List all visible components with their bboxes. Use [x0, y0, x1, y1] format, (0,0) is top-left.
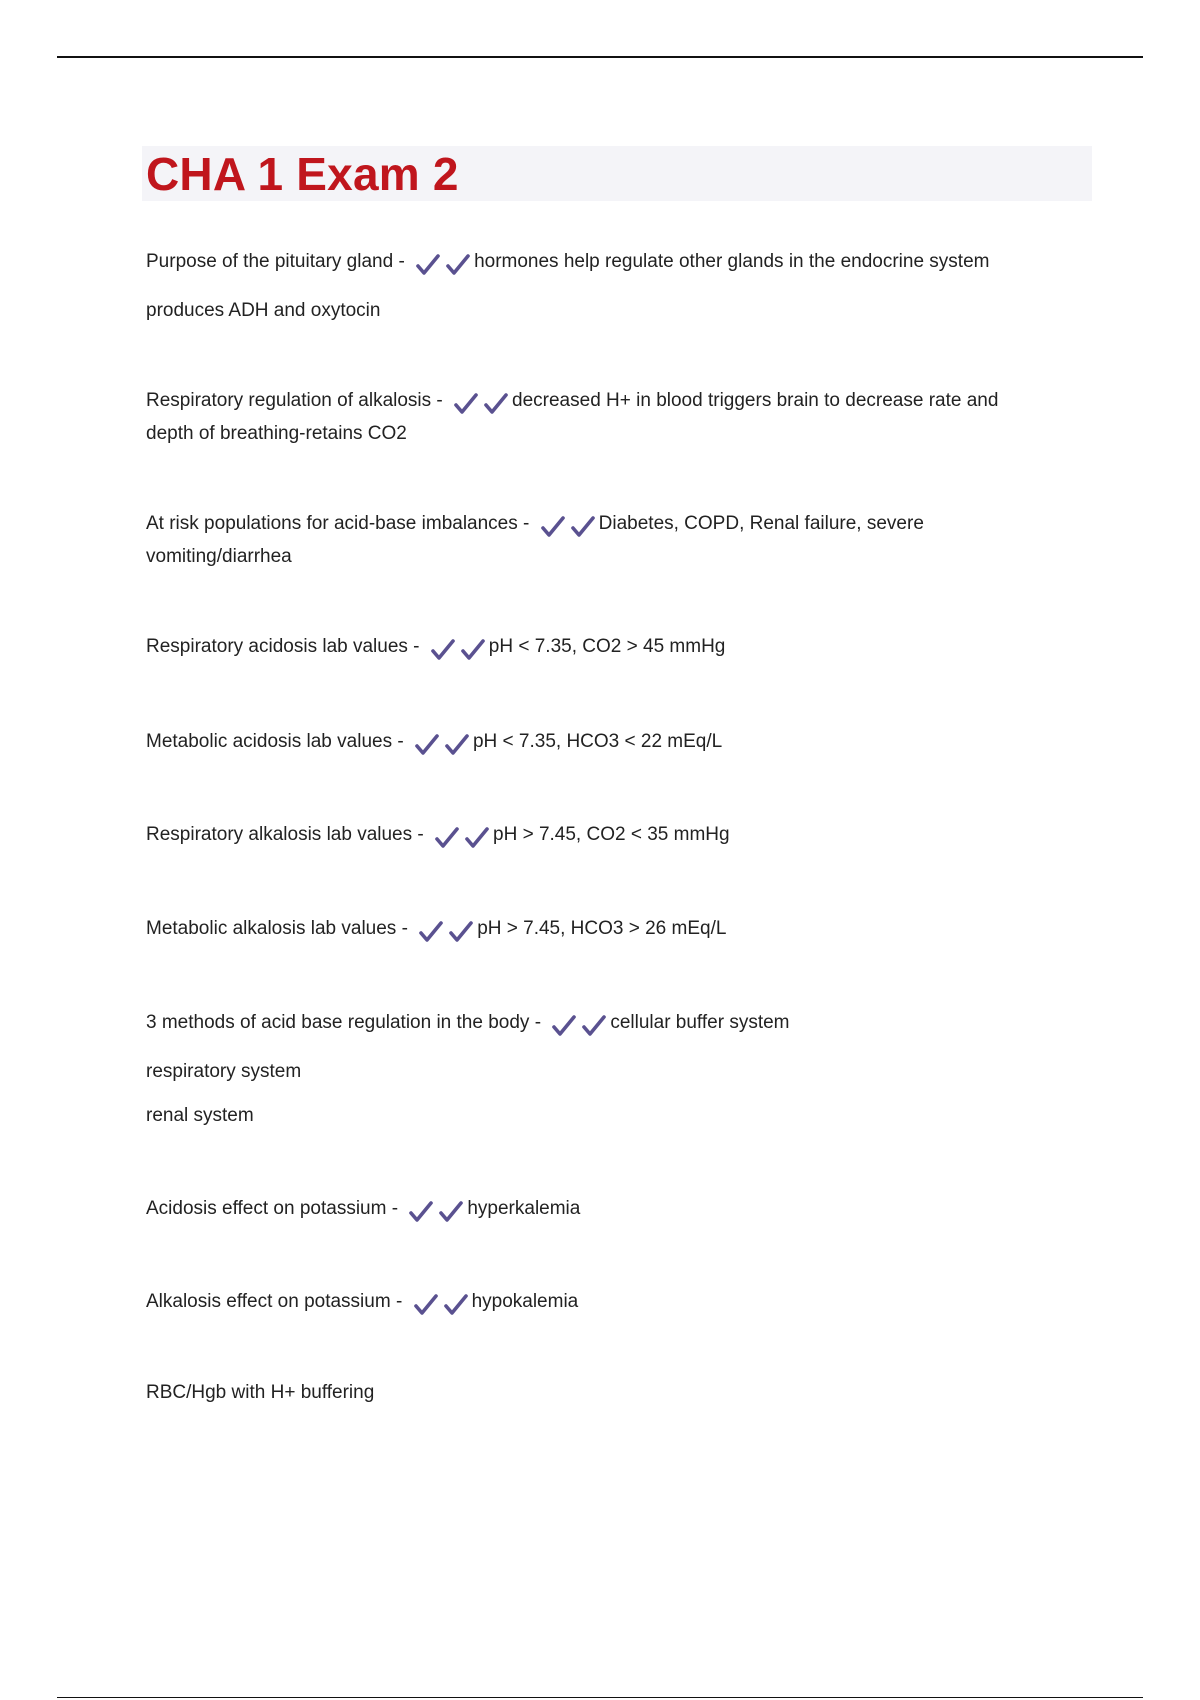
term-separator: -	[529, 1012, 547, 1033]
double-check-icon	[435, 823, 491, 853]
term-separator: -	[407, 636, 425, 657]
term-separator: -	[396, 918, 414, 939]
flashcard-answer: pH > 7.45, CO2 < 35 mmHg	[493, 824, 730, 845]
flashcard	[146, 247, 1076, 326]
flashcard-answer: hyperkalemia	[467, 1198, 581, 1219]
flashcard-question-line	[146, 1008, 1076, 1041]
flashcard-answer: pH < 7.35, CO2 > 45 mmHg	[488, 636, 726, 657]
flashcard-answer-extra: renal system	[146, 1105, 254, 1126]
flashcard-question-line	[146, 1287, 1076, 1320]
double-check-icon	[541, 512, 597, 542]
flashcard-question-line	[146, 509, 1076, 542]
flashcard-question-line	[146, 914, 1076, 947]
flashcard-term: 3 methods of acid base regulation in the body	[146, 1012, 530, 1033]
double-check-icon	[409, 1197, 465, 1227]
flashcard-answer: Diabetes, COPD, Renal failure, severe	[598, 513, 924, 534]
flashcard	[146, 1378, 1076, 1408]
double-check-icon	[454, 389, 510, 419]
flashcard-answer: hormones help regulate other glands in the endocrine system	[474, 251, 990, 272]
flashcard	[146, 509, 1076, 572]
term-separator: -	[390, 1291, 408, 1312]
flashcard-question-line	[146, 632, 1076, 665]
flashcard-question-line	[146, 1194, 1076, 1227]
term-separator: -	[412, 824, 430, 845]
flashcard-term: Respiratory alkalosis lab values	[146, 824, 413, 845]
flashcard-term: At risk populations for acid-base imbalances	[146, 513, 518, 534]
flashcard	[146, 914, 1076, 947]
flashcard-term: Alkalosis effect on potassium	[146, 1291, 391, 1312]
double-check-icon	[414, 1290, 470, 1320]
flashcard	[146, 727, 1076, 760]
footer-rule	[57, 1697, 1143, 1698]
flashcard-answer-extra: respiratory system	[146, 1061, 302, 1082]
flashcard-term: Respiratory acidosis lab values	[146, 636, 408, 657]
flashcard-term: Purpose of the pituitary gland	[146, 251, 394, 272]
flashcard-term: Metabolic acidosis lab values	[146, 731, 393, 752]
flashcard	[146, 1008, 1076, 1131]
flashcard-term: Metabolic alkalosis lab values	[146, 918, 397, 939]
flashcard-question-line	[146, 386, 1076, 419]
flashcard-question-line	[146, 1378, 1076, 1408]
double-check-icon	[431, 635, 487, 665]
term-separator: -	[431, 390, 449, 411]
term-separator: -	[386, 1198, 404, 1219]
flashcard-question-line	[146, 727, 1076, 760]
flashcard-answer-continuation: depth of breathing-retains CO2	[146, 423, 407, 444]
flashcard	[146, 1287, 1076, 1320]
flashcard-term: RBC/Hgb with H+ buffering	[146, 1382, 375, 1403]
flashcard	[146, 1194, 1076, 1227]
term-separator: -	[392, 731, 409, 752]
flashcard-answer: cellular buffer system	[610, 1012, 790, 1033]
double-check-icon	[416, 250, 472, 280]
double-check-icon	[419, 917, 475, 947]
term-separator: -	[393, 251, 411, 272]
page-title: CHA 1 Exam 2	[146, 148, 459, 200]
header-rule	[57, 56, 1143, 58]
flashcard	[146, 820, 1076, 853]
flashcard-answer-extra: produces ADH and oxytocin	[146, 300, 381, 321]
double-check-icon	[552, 1011, 608, 1041]
flashcard-term: Acidosis effect on potassium	[146, 1198, 387, 1219]
flashcard-question-line	[146, 820, 1076, 853]
flashcard-answer: decreased H+ in blood triggers brain to decrease rate and	[512, 390, 999, 411]
flashcard-answer: pH < 7.35, HCO3 < 22 mEq/L	[472, 731, 723, 752]
flashcard	[146, 386, 1076, 449]
flashcard-answer: pH > 7.45, HCO3 > 26 mEq/L	[477, 918, 727, 939]
flashcard-question-line	[146, 247, 1076, 280]
flashcard	[146, 632, 1076, 665]
flashcard-answer: hypokalemia	[471, 1291, 579, 1312]
flashcard-answer-continuation: vomiting/diarrhea	[146, 546, 292, 567]
term-separator: -	[517, 513, 535, 534]
flashcard-term: Respiratory regulation of alkalosis	[146, 390, 432, 411]
double-check-icon	[415, 730, 471, 760]
